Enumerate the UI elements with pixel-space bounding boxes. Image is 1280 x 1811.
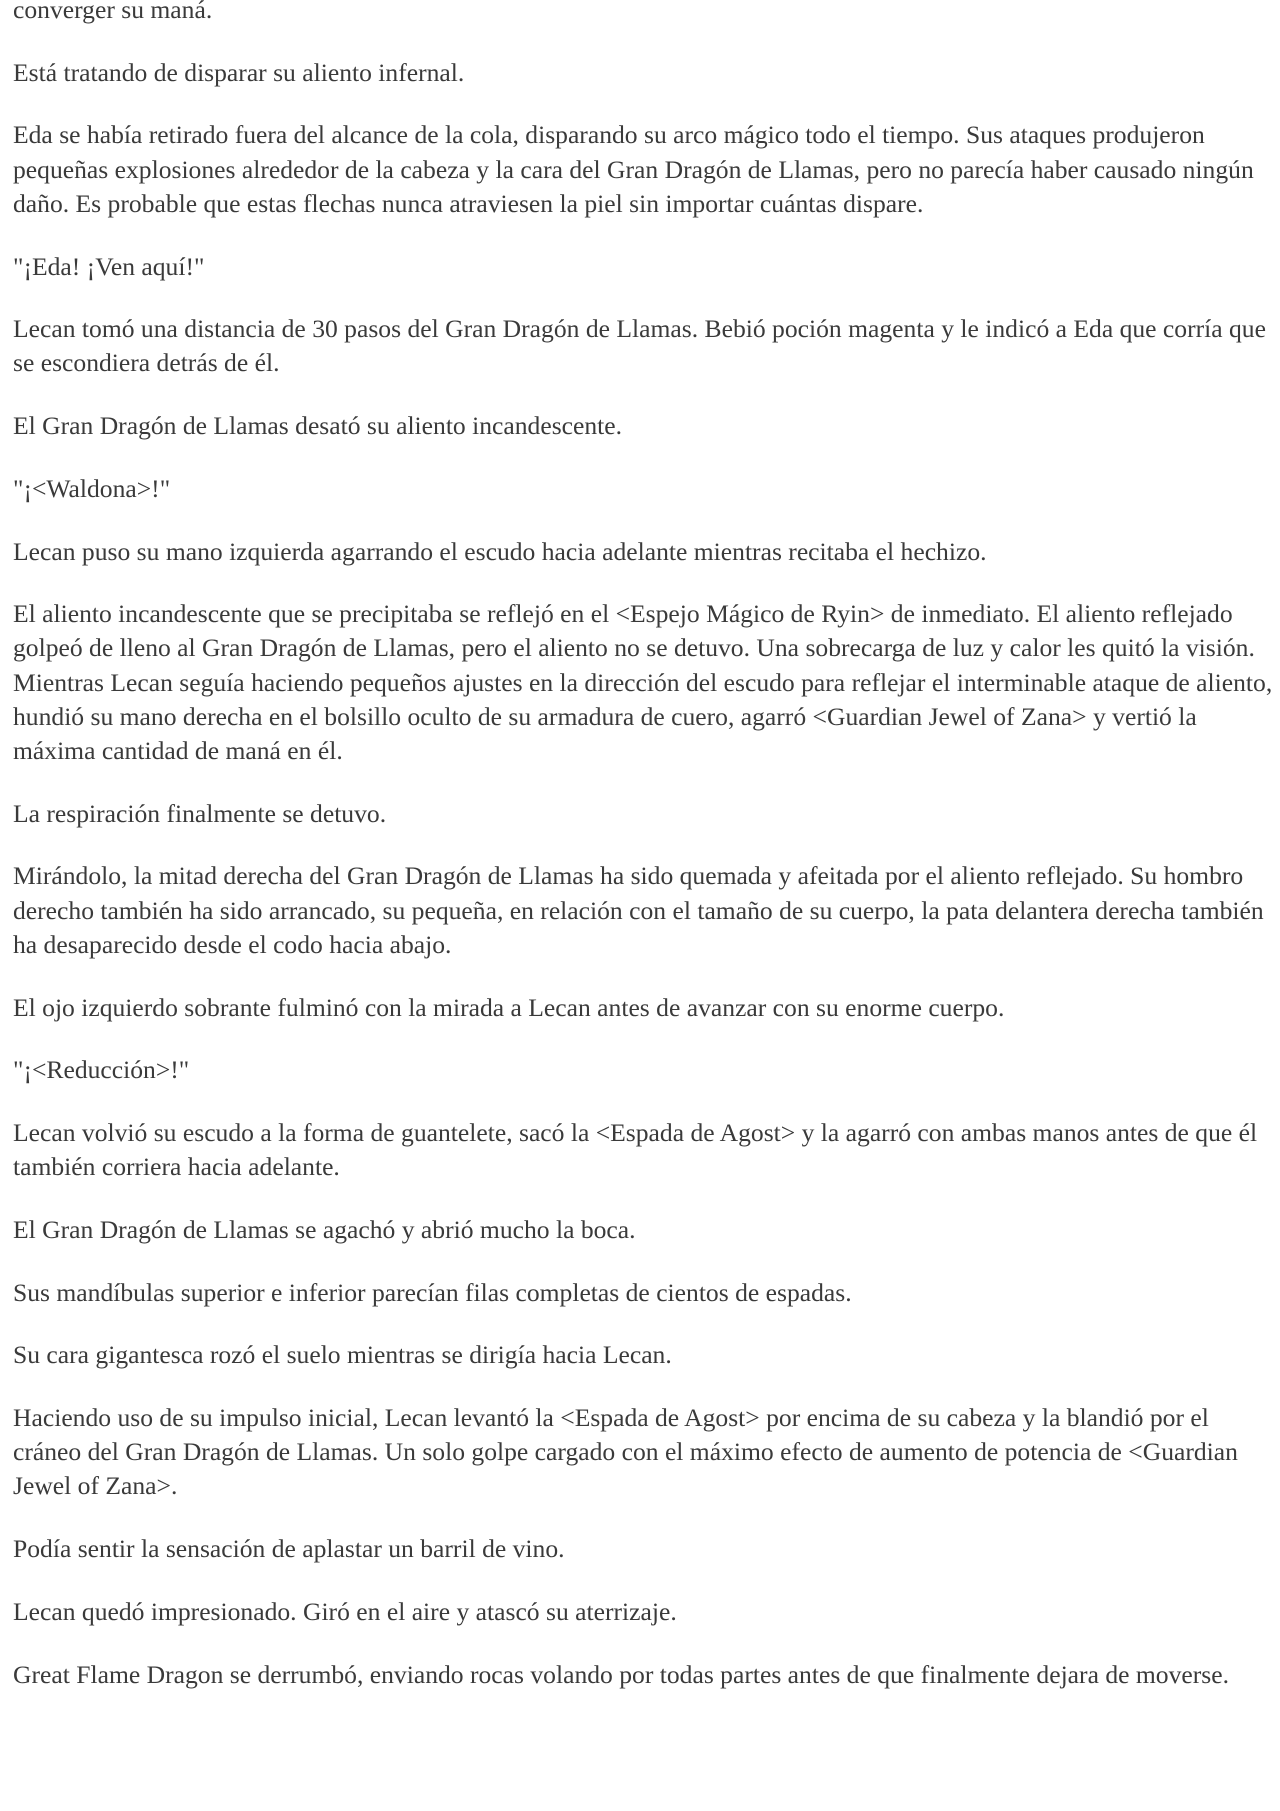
paragraph: Su cara gigantesca rozó el suelo mientras se dirigía hacia Lecan.: [13, 1340, 672, 1370]
paragraph: Podía sentir la sensación de aplastar un barril de vino.: [13, 1534, 565, 1564]
paragraph: El ojo izquierdo sobrante fulminó con la mirada a Lecan antes de avanzar con su enorme cuerpo.: [13, 992, 1005, 1022]
paragraph: "¡Eda! ¡Ven aquí!": [13, 251, 205, 281]
paragraph: El aliento incandescente que se precipitaba se reflejó en el <Espejo Mágico de Ryin> de inmediato. El aliento reflejado golpeó de lleno al Gran Dragón de Llamas, pero el aliento no se detuvo. Una sobrecarga de luz y calor les quitó la visión. Mientras Lecan seguía haciendo pequeños ajustes en la dirección del escudo para reflejar el interminable ataque de aliento, hundió su mano derecha en el bolsillo oculto de su armadura de cuero, agarró <Guardian Jewel of Zana> y vertió la máxima cantidad de maná en él.: [13, 599, 1273, 766]
paragraph: Lecan tomó una distancia de 30 pasos del Gran Dragón de Llamas. Bebió poción magenta y le indicó a Eda que corría que se escondiera detrás de él.: [13, 314, 1266, 378]
paragraph: Mirándolo, la mitad derecha del Gran Dragón de Llamas ha sido quemada y afeitada por el aliento reflejado. Su hombro derecho también ha sido arrancado, su pequeña, en relación con el tamaño de su cuerpo, la pata delantera derecha también ha desaparecido desde el codo hacia abajo.: [13, 861, 1264, 959]
paragraph: Haciendo uso de su impulso inicial, Lecan levantó la <Espada de Agost> por encima de su cabeza y la blandió por el cráneo del Gran Dragón de Llamas. Un solo golpe cargado con el máximo efecto de aumento de potencia de <Guardian Jewel of Zana>.: [13, 1402, 1238, 1501]
paragraph: Eda se había retirado fuera del alcance de la cola, disparando su arco mágico todo el tiempo. Sus ataques produjeron pequeñas explosiones alrededor de la cabeza y la cara del Gran Dragón de Llamas, pero no parecía haber causado ningún daño. Es probable que estas flechas nunca atraviesen la piel sin importar cuántas dispare.: [13, 120, 1254, 218]
paragraph: El Gran Dragón de Llamas desató su aliento incandescente.: [13, 411, 623, 441]
paragraph: Está tratando de disparar su aliento infernal.: [13, 57, 465, 87]
paragraph: converger su maná.: [13, 0, 213, 24]
paragraph: El Gran Dragón de Llamas se agachó y abrió mucho la boca.: [13, 1214, 636, 1244]
paragraph: Great Flame Dragon se derrumbó, enviando rocas volando por todas partes antes de que finalmente dejara de moverse.: [13, 1659, 1229, 1689]
paragraph: "¡<Reducción>!": [13, 1055, 190, 1085]
paragraph: Lecan quedó impresionado. Giró en el aire y atascó su aterrizaje.: [13, 1596, 677, 1626]
paragraph: Lecan puso su mano izquierda agarrando el escudo hacia adelante mientras recitaba el hechizo.: [13, 536, 987, 566]
document-body: [13, 0, 1275, 1720]
paragraph: La respiración finalmente se detuvo.: [13, 798, 387, 828]
paragraph: Sus mandíbulas superior e inferior parecían filas completas de cientos de espadas.: [13, 1277, 852, 1307]
paragraph: Lecan volvió su escudo a la forma de guantelete, sacó la <Espada de Agost> y la agarró con ambas manos antes de que él también corriera hacia adelante.: [13, 1117, 1258, 1182]
paragraph: "¡<Waldona>!": [13, 473, 171, 503]
